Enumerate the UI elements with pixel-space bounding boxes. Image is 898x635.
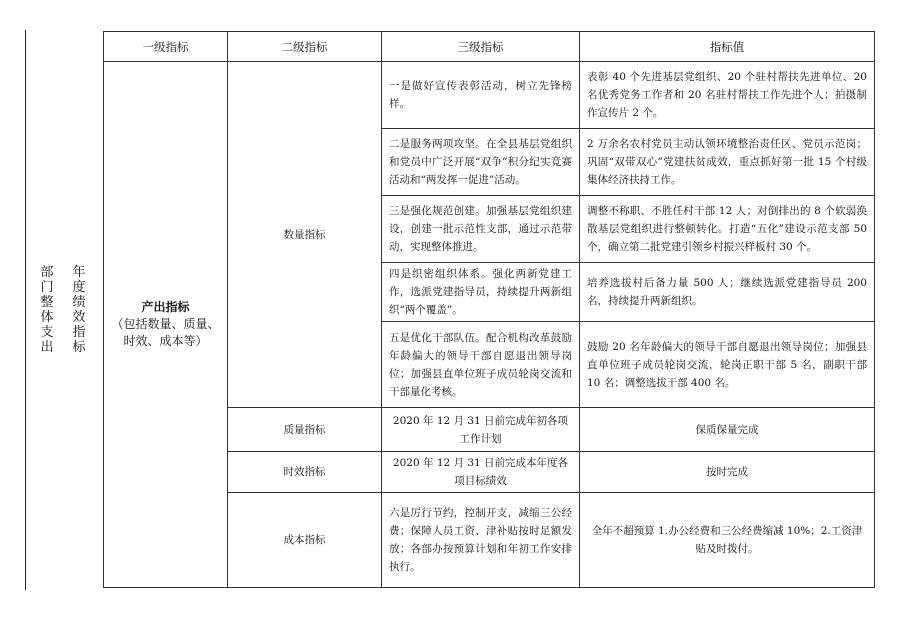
performance-indicator-table bbox=[103, 31, 875, 588]
level1-sub-label: （包括数量、质量、时效、成本等） bbox=[111, 317, 220, 348]
vertical-label-char: 效 bbox=[72, 310, 86, 325]
level3-cell: 六是厉行节约，控制开支，减缩三公经费；保障人员工资、津补贴按时足额发放；各部办按预算计划和年初工作安排执行。 bbox=[389, 507, 572, 573]
vertical-label-char: 年 bbox=[72, 265, 86, 280]
value-cell: 鼓励 20 名年龄偏大的领导干部自愿退出领导岗位；加强县直单位班子成员轮岗交流，轮岗正职干部 5 名，副职干部 10 名；调整选拔干部 400 名。 bbox=[587, 340, 867, 389]
header-level2: 二级指标 bbox=[228, 32, 382, 62]
value-cell: 培养选拔村后备力量 500 人；继续选派党建指导员 200 名，持续提升两新组织。 bbox=[587, 277, 867, 307]
level3-cell: 四是织密组织体系。强化两新党建工作，选派党建指导员，持续提升两新组织“两个覆盖”。 bbox=[389, 268, 572, 316]
level3-cell: 2020 年 12 月 31 日前完成本年度各项目标绩效 bbox=[392, 457, 569, 487]
header-value: 指标值 bbox=[580, 32, 875, 62]
vertical-label-char: 绩 bbox=[72, 295, 86, 310]
level3-cell: 五是优化干部队伍。配合机构改革鼓励年龄偏大的领导干部自愿退出领导岗位；加强县直单位班子成员轮岗交流和干部量化考核。 bbox=[389, 331, 572, 398]
level1-cell bbox=[104, 62, 228, 588]
value-cell: 保质保量完成 bbox=[695, 423, 759, 436]
level3-cell: 一是做好宣传表彰活动，树立先锋榜样。 bbox=[389, 80, 572, 110]
vertical-label-char: 支 bbox=[40, 325, 54, 340]
table-header-row bbox=[104, 32, 875, 62]
value-cell: 全年不超预算 1.办公经费和三公经费缩减 10%；2.工资津贴及时拨付。 bbox=[591, 525, 863, 555]
vertical-label-char: 出 bbox=[40, 340, 54, 355]
value-cell: 表彰 40 个先进基层党组织、20 个驻村帮扶先进单位、20 名优秀党务工作者和 20 名驻村帮扶工作先进个人；拍摄制作宣传片 2 个。 bbox=[587, 71, 867, 119]
inner-category-label bbox=[72, 265, 86, 355]
level2-quality-cell: 质量指标 bbox=[228, 408, 382, 452]
level3-cell: 2020 年 12 月 31 日前完成年初各项工作计划 bbox=[392, 414, 569, 445]
vertical-label-char: 度 bbox=[72, 280, 86, 295]
level1-main-label: 产出指标 bbox=[141, 300, 190, 314]
value-cell: 2 万余名农村党员主动认领环境整治责任区、党员示范岗；巩固“双带双心”党建扶贫成效，重点抓好第一批 15 个村级集体经济扶持工作。 bbox=[587, 138, 867, 186]
vertical-label-char: 标 bbox=[72, 340, 86, 355]
vertical-label-char: 体 bbox=[40, 310, 54, 325]
value-cell: 调整不称职、不胜任村干部 12 人；对倒排出的 8 个软弱涣散基层党组织进行整顿转化。打造“五化”建设示范支部 50 个，确立第二批党建引领乡村振兴样板村 30 个。 bbox=[587, 205, 867, 253]
vertical-label-char: 整 bbox=[40, 295, 54, 310]
level2-timeliness-cell: 时效指标 bbox=[228, 452, 382, 493]
table-row bbox=[104, 62, 875, 129]
vertical-label-char: 门 bbox=[40, 280, 54, 295]
outer-category-label bbox=[40, 265, 54, 355]
left-border-line bbox=[25, 30, 26, 590]
vertical-label-char: 指 bbox=[72, 325, 86, 340]
level2-quantity-cell: 数量指标 bbox=[228, 62, 382, 408]
level2-cost-cell: 成本指标 bbox=[228, 493, 382, 588]
vertical-label-char: 部 bbox=[40, 265, 54, 280]
header-level3: 三级指标 bbox=[382, 32, 580, 62]
header-level1: 一级指标 bbox=[104, 32, 228, 62]
level3-cell: 二是服务两项攻坚。在全县基层党组织和党员中广泛开展“双争”积分纪实竞赛活动和“两发挥一促进”活动。 bbox=[389, 138, 572, 186]
value-cell: 按时完成 bbox=[706, 466, 748, 478]
level3-cell: 三是强化规范创建。加强基层党组织建设，创建一批示范性支部，通过示范带动，实现整体推进。 bbox=[389, 205, 572, 253]
